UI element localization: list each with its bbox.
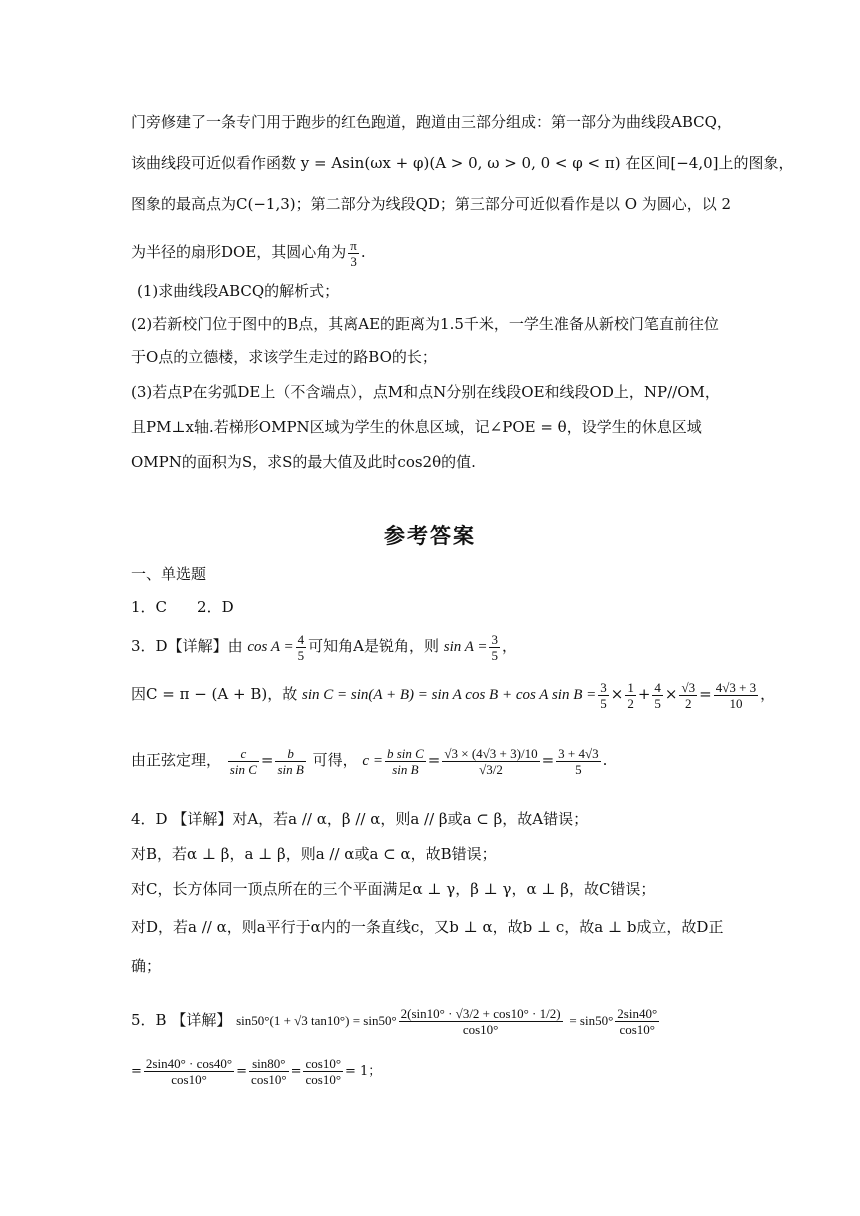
- problem-line-1: [131, 112, 732, 132]
- question-3-line-2: 且PM⊥x轴.若梯形OMPN区域为学生的休息区域，记∠POE = θ，设学生的休息区域: [131, 418, 702, 436]
- question-3-line-3: OMPN的面积为S，求S的最大值及此时cos2θ的值.: [131, 453, 476, 471]
- answer-1-2: 1．C 2．D: [131, 598, 234, 616]
- fraction: $\frac{\text{b sin C}}{\text{sin B}}$: [386, 745, 424, 777]
- fraction: $\frac{3}{5}$: [600, 679, 607, 711]
- answer-5-line-1: 5．B 【详解】 sin50°(1 + √3 tan10°) = sin50° $\frac{2(\sin 10^\circ \cdot √3/2 + \cos 10^\circ \cdot 1/2)}{\cos 10^\circ}$ = sin50° $\frac{2\sin 40^\circ}{\cos 10^\circ}$: [131, 1005, 658, 1037]
- problem-line-4: 为半径的扇形DOE，其圆心角为 $\frac{\pi}{3}$ .: [131, 237, 366, 269]
- fraction: $\frac{2\sin 40^\circ}{\cos 10^\circ}$: [617, 1005, 658, 1037]
- fraction: $\frac{√3}{2}$: [681, 679, 696, 711]
- answer-5-line-2: = $\frac{2\sin 40^\circ \cdot \cos 40^\circ}{\cos 10^\circ}$ = $\frac{\sin 80^\circ}{\cos 10^\circ}$ = $\frac{\cos 10^\circ}{\cos 10^\circ}$ = 1；: [131, 1056, 382, 1087]
- answer-title: 参考答案: [384, 523, 476, 548]
- problem-text: 为半径的扇形DOE，其圆心角为: [131, 243, 347, 261]
- answer-3-line-1: 3．D【详解】由 cos A = $\frac{4}{5}$ 可知角A是锐角，则 sin A = $\frac{3}{5}$ ，: [131, 631, 517, 663]
- answer-4-line-1: 4．D 【详解】对A，若a // α，β // α，则a // β或a ⊂ β，故A错误；: [131, 810, 589, 828]
- fraction: $\frac{2(\sin 10^\circ \cdot √3/2 + \cos 10^\circ \cdot 1/2)}{\cos 10^\circ}$: [400, 1005, 561, 1037]
- section-heading: 一、单选题: [131, 565, 207, 583]
- fraction: $\frac{\sin 80^\circ}{\cos 10^\circ}$: [251, 1056, 287, 1087]
- answer-3-line-2: 因C = π − (A + B)，故 sin C = sin(A + B) = sin A cos B + cos A sin B = $\frac{3}{5}$ × $\frac{1}{2}$ + $\frac{4}{5}$ × $\frac{√3}{2}$ = $\frac{4√3 + 3}{10}$ ，: [131, 679, 776, 711]
- fraction: $\frac{3}{5}$: [491, 631, 498, 663]
- fraction: $\frac{b}{\text{sin B}}$: [277, 745, 304, 777]
- fraction: $\frac{\pi}{3}$: [350, 237, 357, 269]
- fraction: $\frac{√3 \times (4√3 + 3)/10}{√3/2}$: [444, 745, 538, 777]
- question-3-line-1: (3)若点P在劣弧DE上（不含端点），点M和点N分别在线段OE和线段OD上，NP//OM，: [131, 383, 720, 401]
- answer-4-line-5: 确；: [131, 957, 162, 975]
- problem-text: 该曲线段可近似看作函数 y = Asin(ωx + φ)(A > 0, ω > 0, 0 < φ < π) 在区间[−4,0]上的图象，: [131, 154, 794, 172]
- problem-text: 门旁修建了一条专门用于跑步的红色跑道，跑道由三部分组成：第一部分为曲线段ABCQ，: [131, 113, 732, 131]
- fraction: $\frac{\cos 10^\circ}{\cos 10^\circ}$: [305, 1056, 342, 1087]
- fraction: $\frac{3 + 4√3}{5}$: [558, 745, 599, 777]
- fraction: $\frac{4}{5}$: [654, 679, 661, 711]
- fraction: $\frac{4}{5}$: [297, 631, 305, 663]
- fraction: $\frac{4√3 + 3}{10}$: [715, 679, 757, 711]
- problem-line-2: [131, 153, 794, 173]
- fraction: $\frac{2\sin 40^\circ \cdot \cos 40^\circ}{\cos 10^\circ}$: [145, 1056, 233, 1087]
- fraction: $\frac{c}{\text{sin C}}$: [229, 745, 257, 777]
- answer-4-line-4: 对D，若a // α，则a平行于α内的一条直线c，又b ⊥ α，故b ⊥ c，故a ⊥ b成立，故D正: [131, 918, 724, 936]
- problem-line-3: [131, 194, 731, 214]
- question-2-line-1: (2)若新校门位于图中的B点，其离AE的距离为1.5千米，一学生准备从新校门笔直前往位: [131, 315, 719, 333]
- problem-text: 图象的最高点为C(−1,3)；第二部分为线段QD；第三部分可近似看作是以 O 为圆心，以 2: [131, 195, 732, 213]
- answer-4-line-2: 对B，若α ⊥ β，a ⊥ β，则a // α或a ⊂ α，故B错误；: [131, 845, 497, 863]
- question-2-line-2: 于O点的立德楼，求该学生走过的路BO的长；: [131, 348, 437, 366]
- question-1: (1)求曲线段ABCQ的解析式；: [137, 282, 340, 300]
- fraction: $\frac{1}{2}$: [627, 679, 634, 711]
- answer-3-line-3: 由正弦定理， $\frac{c}{\text{sin C}}$ = $\frac{b}{\text{sin B}}$ 可得， c = $\frac{\text{b sin C}}{\text{sin B}}$ = $\frac{√3 \times (4√3 + 3)/10}{√3/2}$ = $\frac{3 + 4√3}{5}$ .: [131, 745, 608, 777]
- answer-4-line-3: 对C，长方体同一顶点所在的三个平面满足α ⊥ γ，β ⊥ γ，α ⊥ β，故C错误；: [131, 880, 656, 898]
